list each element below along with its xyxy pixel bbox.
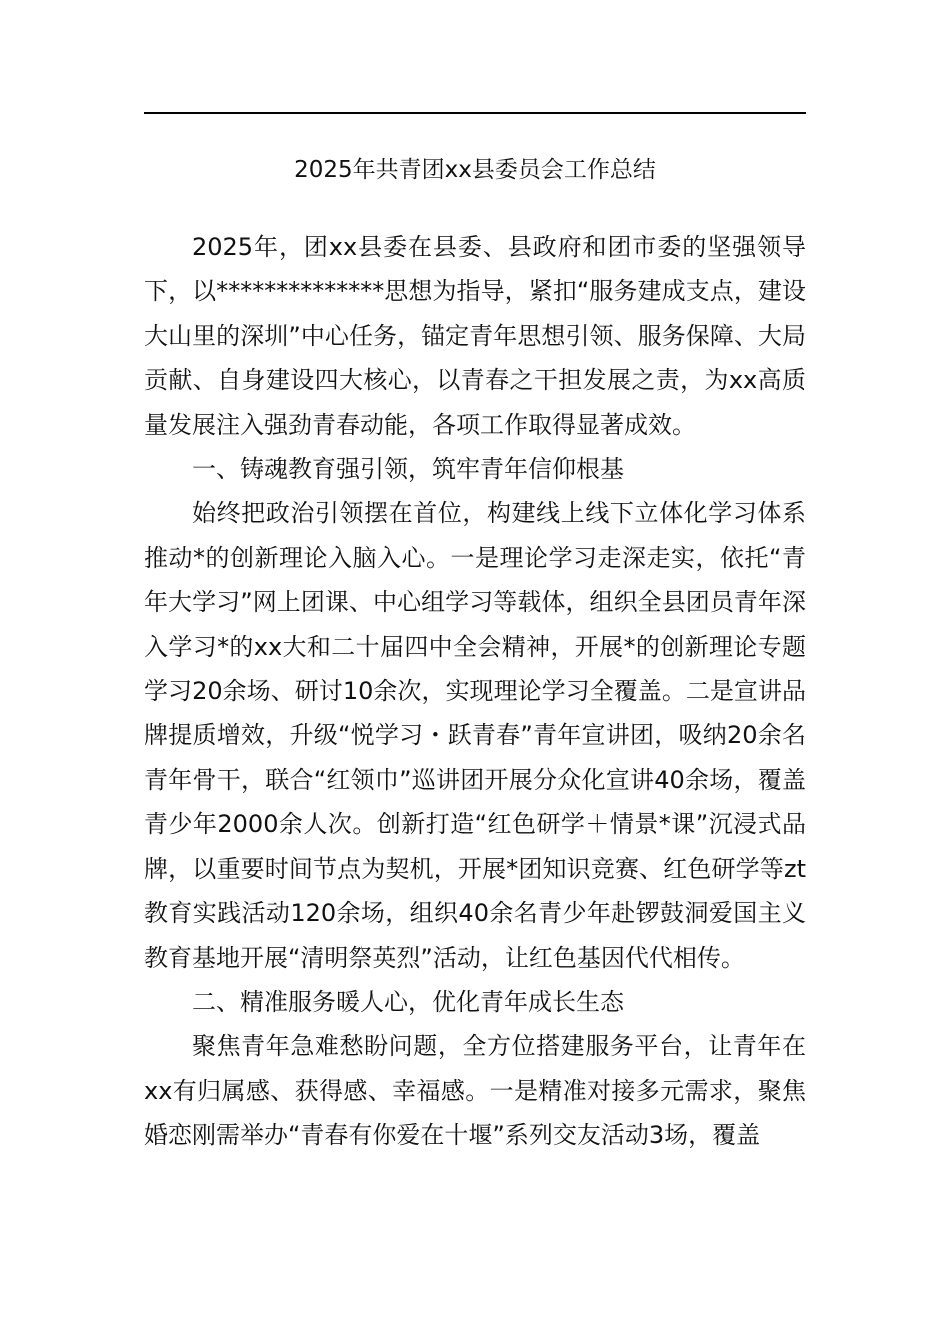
header-rule [144,112,806,114]
intro-paragraph: 2025年，团xx县委在县委、县政府和团市委的坚强领导下，以**************思想为指导，紧扣“服务建成支点，建设大山里的深圳”中心任务，锚定青年思想引领、服务保障、大局贡献、自身建设四大核心，以青春之干担发展之责，为xx高质量发展注入强劲青春动能，各项工作取得显著成效。 [144,233,806,439]
section-heading-2: 二、精准服务暖人心，优化青年成长生态 [192,987,624,1016]
document-body [144,225,806,1158]
section-paragraph-1: 始终把政治引领摆在首位，构建线上线下立体化学习体系推动*的创新理论入脑入心。一是理论学习走深走实，依托“青年大学习”网上团课、中心组学习等载体，组织全县团员青年深入学习*的xx大和二十届四中全会精神，开展*的创新理论专题学习20余场、研讨10余次，实现理论学习全覆盖。二是宣讲品牌提质增效，升级“悦学习・跃青春”青年宣讲团，吸纳20余名青年骨干，联合“红领巾”巡讲团开展分众化宣讲40余场，覆盖青少年2000余人次。创新打造“红色研学＋情景*课”沉浸式品牌，以重要时间节点为契机，开展*团知识竞赛、红色研学等zt教育实践活动120余场，组织40余名青少年赴锣鼓洞爱国主义教育基地开展“清明祭英烈”活动，让红色基因代代相传。 [144,499,806,972]
document-title: 2025年共青团xx县委员会工作总结 [294,157,656,183]
section-paragraph-2: 聚焦青年急难愁盼问题，全方位搭建服务平台，让青年在xx有归属感、获得感、幸福感。一是精准对接多元需求，聚焦婚恋刚需举办“青春有你爱在十堰”系列交友活动3场，覆盖 [144,1032,806,1150]
section-heading-1: 一、铸魂教育强引领，筑牢青年信仰根基 [192,455,624,484]
